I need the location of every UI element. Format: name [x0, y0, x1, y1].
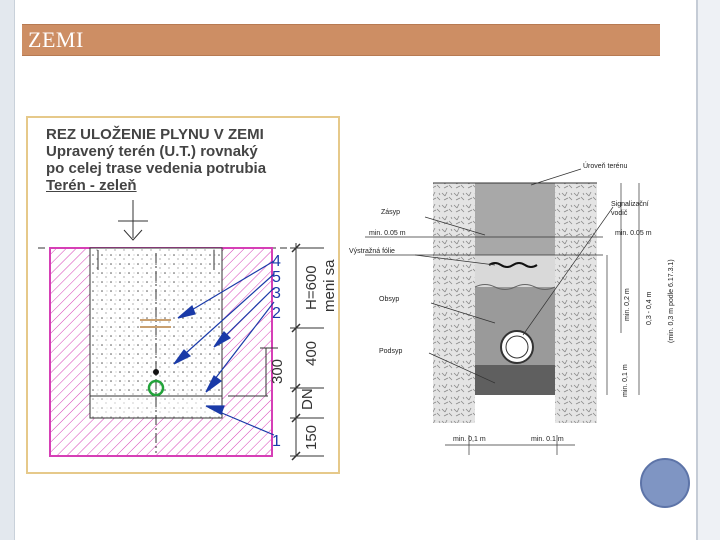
subbase-layer — [475, 365, 555, 395]
label-signal-wire-2: vodič — [611, 210, 628, 217]
trench-section-svg — [28, 118, 338, 472]
signal-wire-dot — [153, 369, 159, 375]
drawing-heading-line-4: Terén - zeleň — [46, 177, 137, 194]
label-min-005-left: min. 0.05 m — [369, 230, 406, 237]
label-min-01-left: min. 0,1 m — [453, 436, 486, 443]
gas-pipe-section-drawing — [26, 116, 340, 474]
drawing-heading-line-1: REZ ULOŽENIE PLYNU V ZEMI — [46, 126, 264, 143]
layer-number-2: 2 — [272, 305, 281, 322]
label-min-005-right: min. 0.05 m — [615, 230, 652, 237]
label-subbase: Podsyp — [379, 348, 403, 355]
drawing-heading-line-2: Upravený terén (U.T.) rovnaký — [46, 143, 258, 160]
layer-number-3: 3 — [272, 285, 281, 302]
dim-300: 300 — [269, 358, 286, 384]
label-signal-wire-1: Signalizační — [611, 201, 649, 208]
label-terrain-level: Úroveň terénu — [583, 163, 628, 170]
trench-layers-svg — [345, 155, 685, 460]
upper-fill-layer — [475, 255, 555, 287]
backfill-layer — [475, 183, 555, 255]
drawing-heading-line-3: po celej trase vedenia potrubia — [46, 160, 267, 177]
slide-title: ZEMI — [28, 27, 84, 52]
dim-400: 400 — [303, 340, 320, 366]
layer-number-1: 1 — [272, 433, 281, 450]
dim-h600: H=600 — [303, 265, 320, 310]
dim-note: meni sa — [321, 259, 338, 312]
label-min-01-vertical: min. 0,1 m — [622, 364, 629, 397]
label-min-01-right: min. 0.1 m — [531, 436, 564, 443]
label-backfill: Zásyp — [381, 209, 401, 216]
slide-corner-decoration — [640, 458, 690, 508]
left-soil — [433, 183, 475, 423]
label-norm-ref: (min. 0,3 m podle 6.17.3.1) — [668, 259, 675, 343]
slide-frame-left — [0, 0, 15, 540]
layer-number-5: 5 — [272, 269, 281, 286]
title-bar — [22, 24, 660, 56]
trench-layers-drawing — [345, 155, 685, 460]
slide-frame-right — [694, 0, 720, 540]
dim-dn: DN — [299, 388, 316, 410]
label-range: 0,3 - 0,4 m — [646, 291, 653, 325]
right-soil — [555, 183, 597, 423]
label-pipe-bedding: Obsyp — [379, 296, 400, 303]
layer-number-4: 4 — [272, 253, 281, 270]
label-warning-foil: Výstražná fólie — [349, 248, 395, 255]
label-min-02: min. 0,2 m — [624, 288, 631, 321]
dim-150: 150 — [303, 424, 320, 450]
